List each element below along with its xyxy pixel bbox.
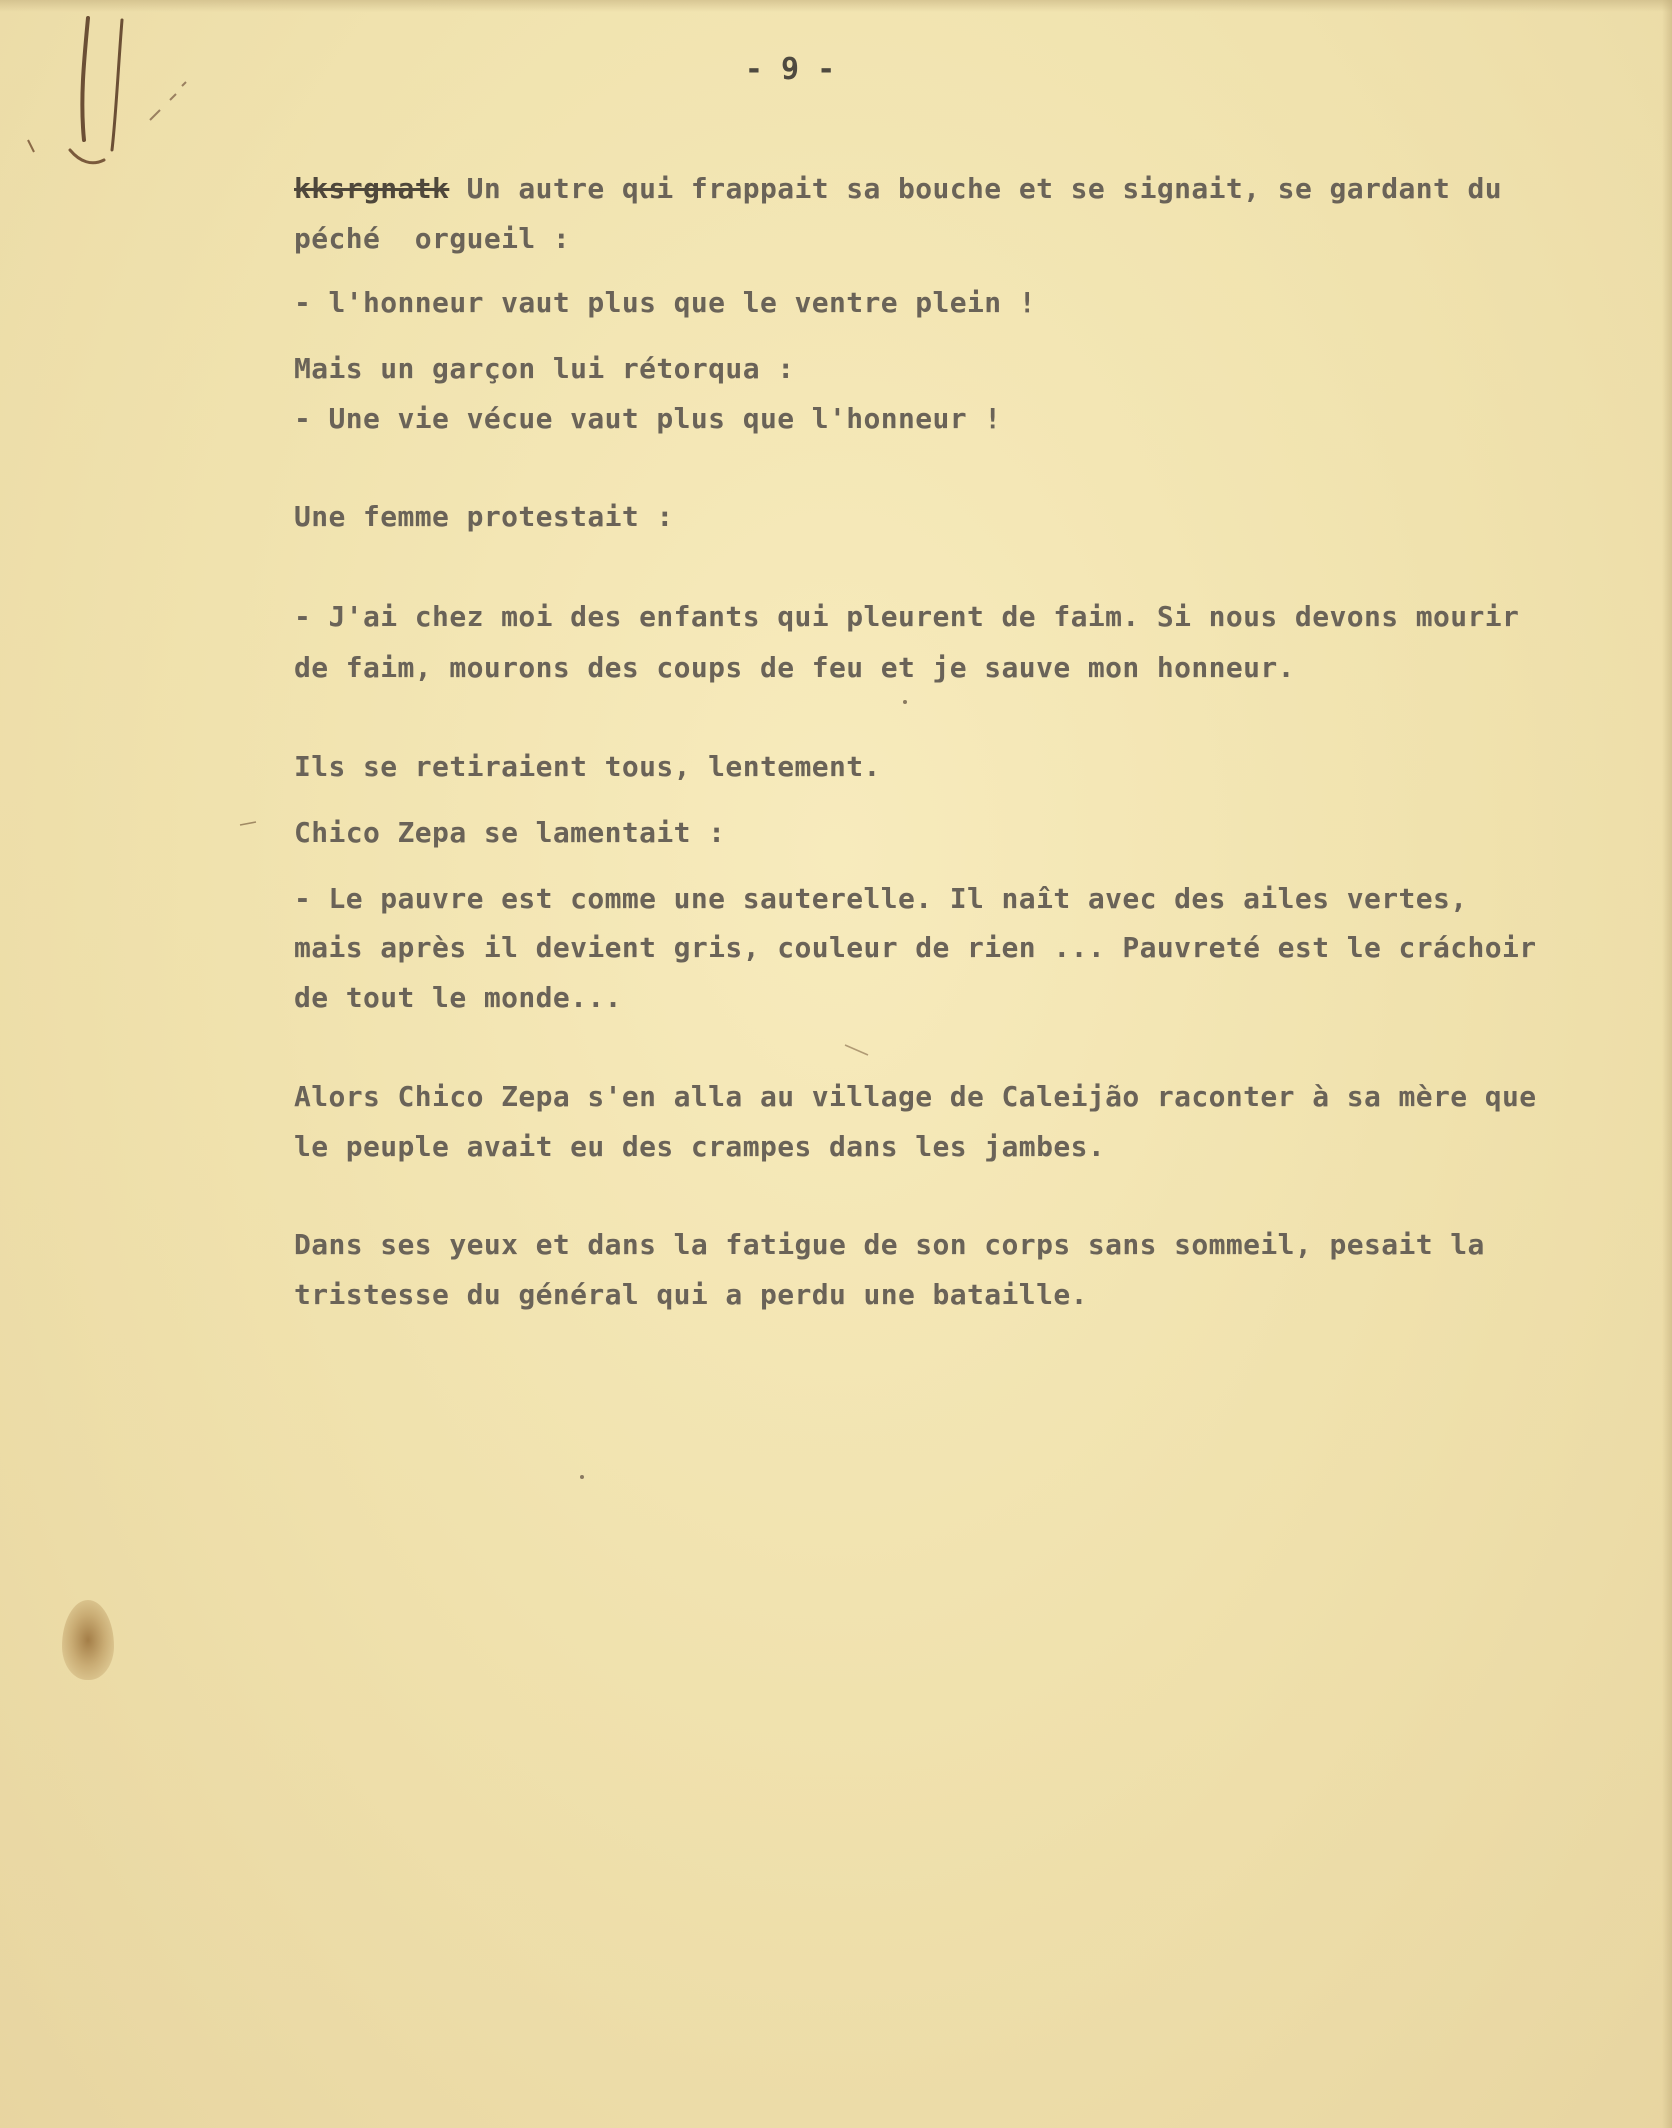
text-line-12: mais après il devient gris, couleur de rien ... Pauvreté est le cráchoir — [294, 931, 1537, 964]
text-line-5: - Une vie vécue vaut plus que l'honneur ! — [294, 402, 1002, 435]
text-line-16: Dans ses yeux et dans la fatigue de son corps sans sommeil, pesait la — [294, 1228, 1485, 1261]
text-line-15: le peuple avait eu des crampes dans les jambes. — [294, 1130, 1106, 1163]
text-line-14: Alors Chico Zepa s'en alla au village de Caleijão raconter à sa mère que — [294, 1080, 1537, 1113]
text-line-11: - Le pauvre est comme une sauterelle. Il naît avec des ailes vertes, — [294, 882, 1468, 915]
text-line-7: - J'ai chez moi des enfants qui pleurent de faim. Si nous devons mourir — [294, 600, 1520, 633]
text-line-2: péché orgueil : — [294, 222, 571, 255]
text-line-3: - l'honneur vaut plus que le ventre plein ! — [294, 286, 1037, 319]
struck-out-word: kksrgnatk — [294, 172, 450, 205]
text-line-13: de tout le monde... — [294, 981, 622, 1014]
text-line-17: tristesse du général qui a perdu une bataille. — [294, 1278, 1088, 1311]
text-line-9: Ils se retiraient tous, lentement. — [294, 750, 881, 783]
text-line-10: Chico Zepa se lamentait : — [294, 816, 726, 849]
document-body — [294, 0, 1634, 1311]
text-line-6: Une femme protestait : — [294, 500, 674, 533]
text-line-4: Mais un garçon lui rétorqua : — [294, 352, 795, 385]
text-line-8: de faim, mourons des coups de feu et je sauve mon honneur. — [294, 651, 1295, 684]
text-line-1: kksrgnatk Un autre qui frappait sa bouche et se signait, se gardant du — [294, 172, 1503, 205]
page-number: - 9 - — [744, 52, 836, 87]
